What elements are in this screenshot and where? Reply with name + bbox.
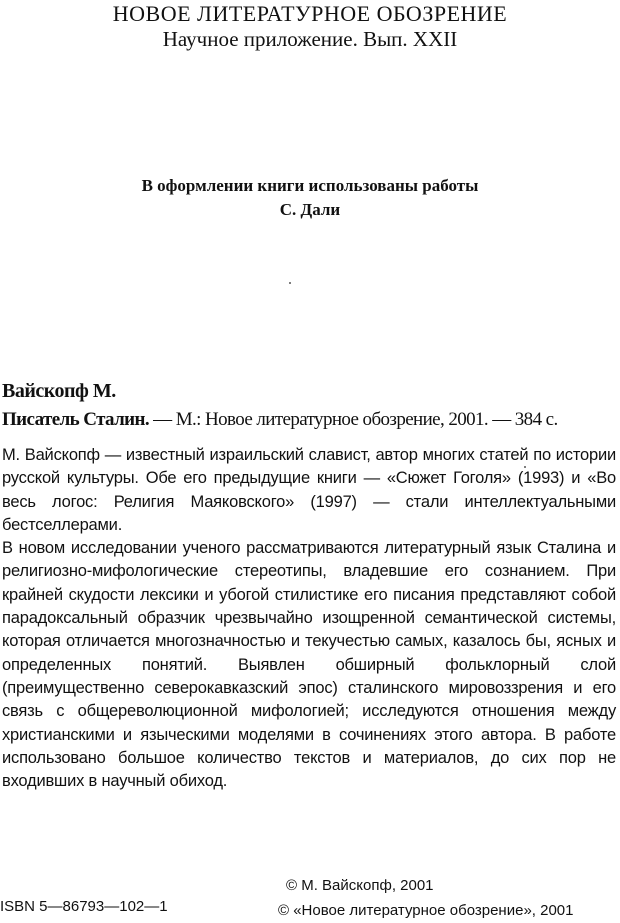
author-name: Вайскопф М. (2, 380, 116, 402)
book-citation (2, 405, 618, 435)
copyright-author: © М. Вайскопф, 2001 (286, 877, 434, 894)
design-note (0, 174, 620, 222)
copyright-block (278, 873, 620, 923)
book-imprint: — М.: Новое литературное обозрение, 2001. — 384 с. (149, 409, 558, 430)
series-header (0, 0, 620, 52)
abstract (2, 444, 616, 793)
isbn: ISBN 5—86793—102—1 (0, 898, 168, 915)
design-note-line-2: С. Дали (279, 200, 341, 219)
bibliographic-entry (2, 377, 618, 435)
design-note-line-1: В оформлении книги использованы работы (141, 176, 479, 195)
copyright-publisher: © «Новое литературное обозрение», 2001 (278, 902, 574, 919)
series-title: НОВОЕ ЛИТЕРАТУРНОЕ ОБОЗРЕНИЕ (112, 1, 508, 26)
series-subtitle: Научное приложение. Вып. XXII (162, 27, 458, 51)
print-speck (289, 282, 291, 284)
book-title: Писатель Сталин. (2, 409, 150, 430)
abstract-paragraph: В новом исследовании ученого рассматриваются литературный язык Сталина и религиозно-мифологические стереотипы, владевшие его сознанием. При крайней скудости лексики и убогой стилистике его писания представляют собой парадоксальный образчик чрезвычайно изощренной семантической системы, которая отличается многозначностью и текучестью самых, казалось бы, ясных и определенных понятий. Выявлен обширный фольклорный слой (преимущественно северокавказский эпос) сталинского мировоззрения и его связь с общереволюционной мифологией; исследуются отношения между христианскими и языческими моделями в сочинениях этого автора. В работе использовано большое количество текстов и материалов, до сих пор не входивших в научный обиход. (2, 539, 616, 791)
abstract-paragraph: М. Вайскопф — известный израильский славист, автор многих статей по истории русской культуры. Обе его предыдущие книги — «Сюжет Гоголя» (1993) и «Во весь логос: Религия Маяковского» (1997) — стали интеллектуальными бестселлерами. (2, 446, 616, 534)
